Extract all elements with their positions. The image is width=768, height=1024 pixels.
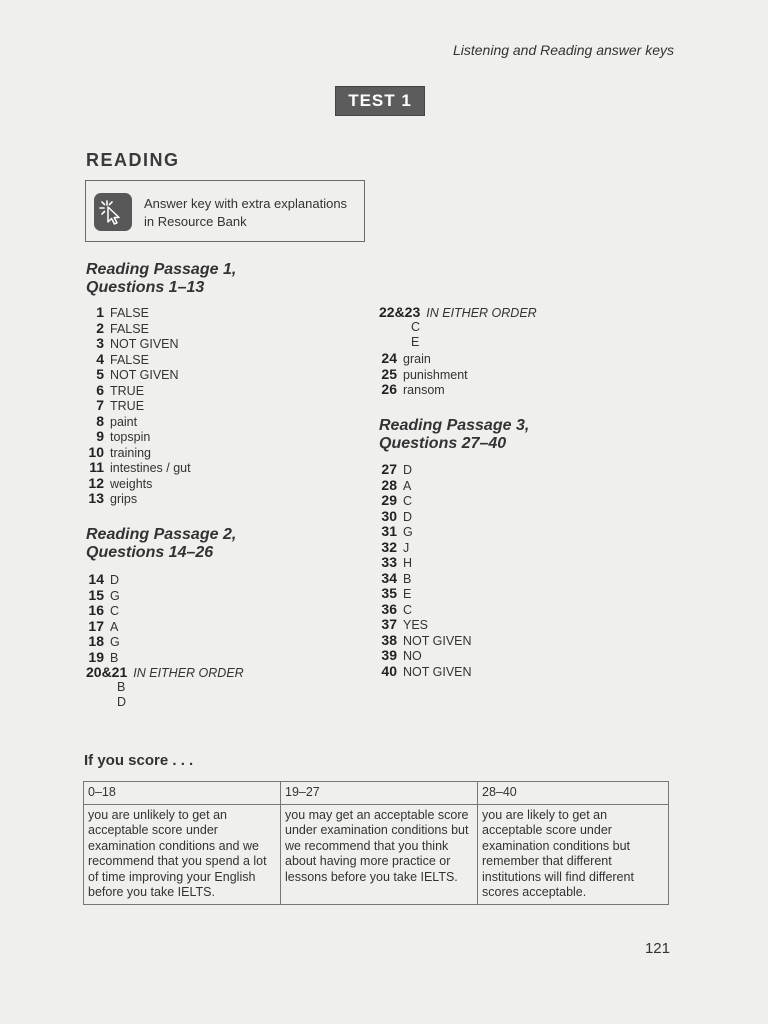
score-advice-cell: you may get an acceptable score under examination conditions but we recommend that you think about having more practice or lessons before you take IELTS.: [281, 804, 478, 904]
answer-row: [371, 492, 472, 508]
passage-2-title: [86, 526, 236, 562]
answer-number: 2: [96, 319, 104, 336]
either-order-22-23: [379, 304, 537, 351]
running-header: Listening and Reading answer keys: [452, 42, 674, 58]
answer-number: 33: [381, 554, 397, 570]
answer-value: J: [403, 540, 410, 555]
answer-value: topspin: [110, 430, 151, 444]
section-heading: READING: [86, 150, 180, 170]
answer-value: G: [110, 588, 120, 603]
answer-number: 30: [381, 507, 397, 524]
passage-1-title-line1: Reading Passage 1,: [86, 261, 237, 278]
answer-row: [371, 554, 472, 570]
passage-2-title-line1: Reading Passage 2,: [86, 526, 237, 543]
answer-row: [371, 570, 472, 586]
answer-value: G: [110, 635, 120, 649]
answer-row: [371, 366, 468, 382]
answer-row: [78, 490, 191, 506]
answer-row: [78, 351, 191, 367]
answer-value: A: [403, 478, 412, 493]
answer-value: B: [403, 571, 412, 586]
either-order-option: E: [411, 335, 420, 349]
test-badge: TEST 1: [335, 86, 425, 116]
answer-number: 8: [96, 412, 104, 429]
answer-row: [78, 571, 120, 587]
answer-row: [78, 459, 191, 475]
answer-number: 35: [381, 585, 397, 601]
answer-row: [371, 477, 472, 493]
answer-value: D: [403, 509, 413, 524]
answer-value: A: [110, 619, 119, 634]
resource-bank-text: [144, 195, 364, 231]
answer-number: 12: [88, 474, 104, 491]
answer-row: [78, 320, 191, 336]
either-order-option: D: [117, 695, 127, 709]
either-order-row: [86, 664, 244, 680]
answer-row: [371, 663, 472, 679]
answer-number: 24: [381, 350, 397, 366]
score-range-cell: 28–40: [478, 782, 669, 805]
answer-number: 10: [88, 443, 104, 460]
answer-value: TRUE: [110, 383, 145, 398]
answer-row: [78, 366, 191, 382]
answer-number: 25: [381, 365, 397, 382]
answer-row: [78, 444, 191, 460]
answer-value: NOT GIVEN: [403, 664, 472, 679]
passage-2-answers: [78, 571, 120, 664]
answer-number: 31: [381, 523, 397, 539]
answer-row: [78, 618, 120, 634]
score-table: [83, 781, 669, 905]
answer-row: [78, 304, 191, 320]
answer-row: [78, 587, 120, 603]
score-advice-cell: you are unlikely to get an acceptable score under examination conditions and we recommend that you spend a lot of time improving your English before you take IELTS.: [84, 804, 281, 904]
passage-3-answers: [371, 461, 472, 678]
answer-value: paint: [110, 414, 138, 429]
passage-1-answers: [78, 304, 191, 506]
answer-row: [78, 428, 191, 444]
either-order-row: [379, 304, 537, 320]
answer-row: [78, 413, 191, 429]
answer-number: 27: [381, 461, 397, 477]
answer-row: [371, 647, 472, 663]
answer-row: [78, 633, 120, 649]
answer-number: 7: [96, 397, 104, 413]
answer-value: NOT GIVEN: [403, 633, 472, 648]
answer-value: C: [110, 604, 120, 618]
score-range-row: [84, 782, 669, 805]
answer-number: 28: [381, 476, 397, 493]
answer-value: G: [403, 525, 413, 539]
score-heading: If you score . . .: [84, 752, 194, 769]
passage-2-title-line2: Questions 14–26: [86, 544, 214, 561]
answer-number: 4: [96, 350, 104, 367]
answer-row: [371, 616, 472, 632]
score-range-cell: 0–18: [84, 782, 281, 805]
either-order-option: C: [411, 319, 421, 334]
either-order-label: IN EITHER ORDER: [133, 666, 244, 680]
answer-number: 18: [88, 633, 104, 649]
either-order-20-21: [86, 664, 244, 711]
answer-row: [78, 602, 120, 618]
answer-number: 36: [381, 600, 397, 617]
answer-value: FALSE: [110, 306, 149, 320]
answer-number: 5: [96, 366, 104, 382]
answer-number: 6: [96, 381, 104, 398]
answer-value: grips: [110, 492, 138, 506]
answer-value: D: [403, 463, 413, 477]
either-order-number: 22&23: [379, 304, 421, 320]
answer-row: [371, 585, 472, 601]
cursor-click-icon: [94, 193, 132, 231]
answer-number: 13: [88, 490, 104, 506]
answer-number: 17: [88, 617, 104, 634]
passage-3-title: [379, 417, 529, 453]
answer-row: [78, 475, 191, 491]
score-advice-row: [84, 804, 669, 904]
answer-number: 38: [381, 631, 397, 648]
score-range-cell: 19–27: [281, 782, 478, 805]
answer-row: [78, 397, 191, 413]
answer-row: [78, 382, 191, 398]
answer-number: 9: [96, 428, 104, 444]
page-number: 121: [644, 940, 670, 957]
answer-value: NO: [403, 649, 422, 663]
answer-value: C: [403, 494, 413, 508]
answer-row: [371, 508, 472, 524]
answer-number: 1: [96, 304, 104, 320]
either-order-label: IN EITHER ORDER: [426, 306, 537, 320]
answer-row: [371, 381, 468, 397]
passage-3-title-line2: Questions 27–40: [379, 435, 507, 452]
answer-number: 11: [89, 459, 104, 475]
answer-number: 39: [381, 647, 397, 663]
answer-value: C: [403, 602, 413, 617]
answer-row: [371, 632, 472, 648]
answer-row: [371, 601, 472, 617]
either-order-number: 20&21: [86, 664, 128, 680]
answer-value: TRUE: [110, 399, 145, 413]
answer-value: B: [110, 650, 119, 665]
answer-number: 40: [381, 662, 397, 679]
passage-3-title-line1: Reading Passage 3,: [379, 417, 530, 434]
answer-number: 37: [381, 616, 397, 632]
answer-row: [371, 523, 472, 539]
answer-row: [371, 461, 472, 477]
answer-number: 15: [88, 586, 104, 603]
passage-2-answers-cont: [371, 350, 468, 397]
answer-value: H: [403, 556, 413, 570]
answer-row: [371, 539, 472, 555]
answer-number: 29: [381, 492, 397, 508]
answer-value: NOT GIVEN: [110, 368, 179, 382]
answer-value: punishment: [403, 367, 468, 382]
answer-value: FALSE: [110, 352, 149, 367]
passage-1-title-line2: Questions 1–13: [86, 279, 205, 296]
answer-value: ransom: [403, 383, 445, 397]
answer-number: 26: [381, 381, 397, 397]
resource-line-2: in Resource Bank: [144, 214, 247, 229]
answer-number: 19: [88, 648, 104, 665]
answer-value: FALSE: [110, 321, 149, 336]
answer-number: 3: [96, 335, 104, 351]
either-order-option: B: [117, 679, 126, 694]
passage-1-title: [86, 261, 236, 297]
answer-value: grain: [403, 352, 431, 366]
answer-value: intestines / gut: [110, 461, 191, 475]
answer-row: [78, 649, 120, 665]
answer-row: [78, 335, 191, 351]
answer-value: training: [110, 445, 151, 460]
answer-value: D: [110, 573, 120, 587]
answer-value: NOT GIVEN: [110, 337, 179, 351]
answer-number: 34: [381, 569, 397, 586]
answer-number: 32: [381, 538, 397, 555]
score-advice-cell: you are likely to get an acceptable score under examination conditions but remember that different institutions will find different scores acceptable.: [478, 804, 669, 904]
answer-number: 16: [88, 602, 104, 618]
answer-value: E: [403, 587, 412, 601]
answer-number: 14: [88, 571, 104, 587]
resource-line-1: Answer key with extra explanations: [144, 196, 348, 211]
resource-bank-box: [85, 180, 365, 242]
answer-row: [371, 350, 468, 366]
answer-value: weights: [110, 476, 153, 491]
answer-value: YES: [403, 618, 429, 632]
